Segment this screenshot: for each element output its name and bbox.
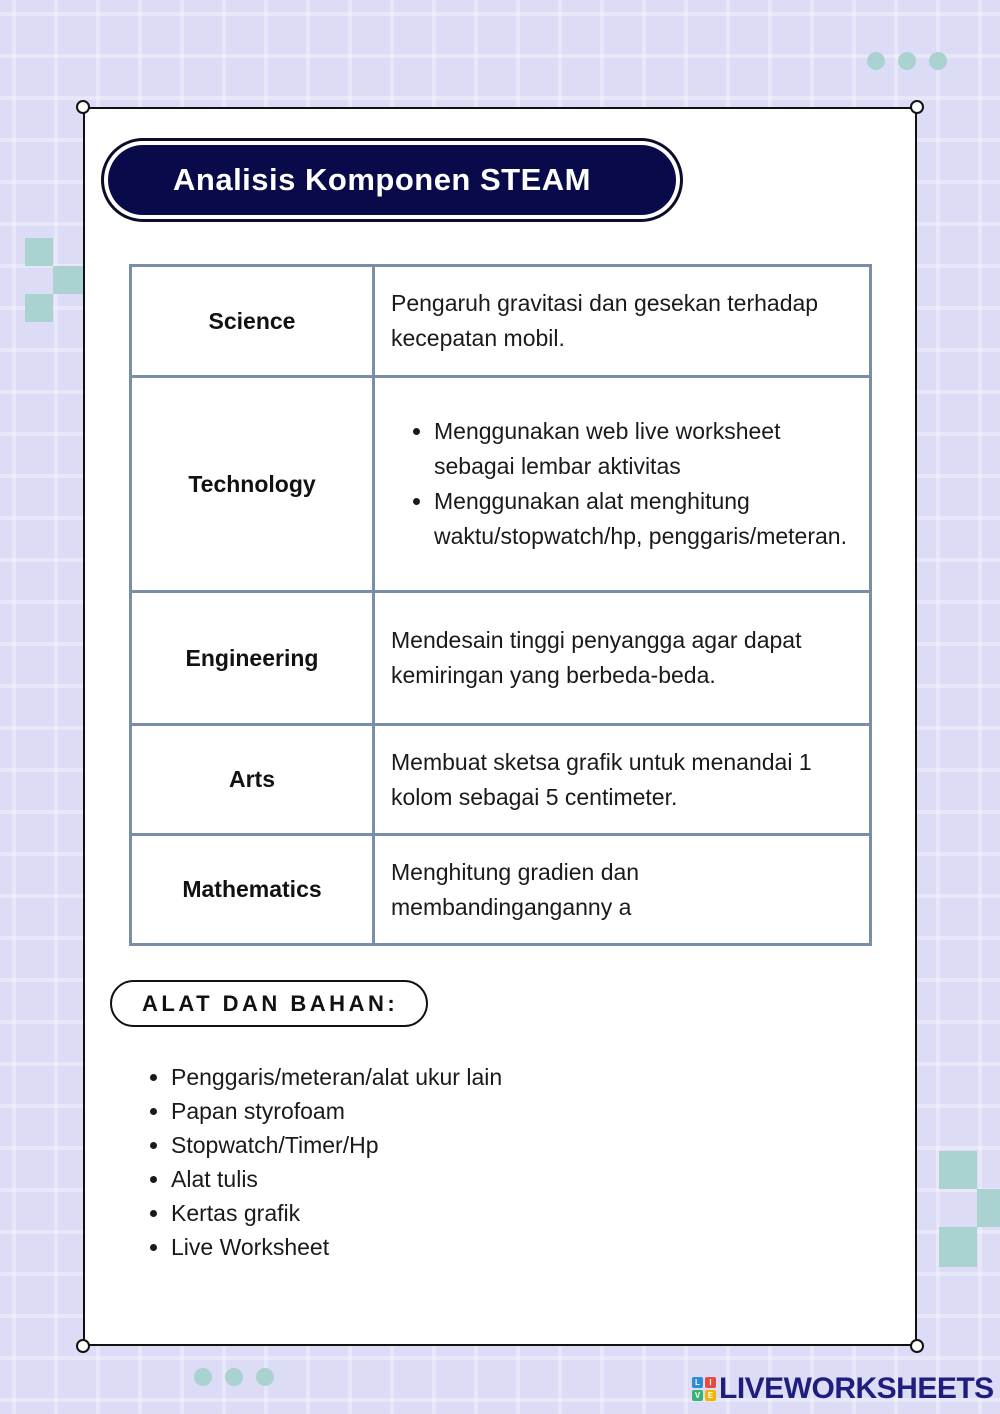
tools-list — [130, 1060, 502, 1264]
row-description: Pengaruh gravitasi dan gesekan terhadap kecepatan mobil. — [374, 266, 871, 377]
card-corner-dot — [910, 1339, 924, 1353]
row-label: Technology — [131, 377, 374, 592]
logo-letter: V — [692, 1390, 703, 1401]
card-corner-dot — [910, 100, 924, 114]
logo-letter: I — [705, 1377, 716, 1388]
card-corner-dot — [76, 1339, 90, 1353]
row-label: Engineering — [131, 592, 374, 725]
decorative-dots-top — [867, 52, 947, 70]
list-item: • Penggaris/meteran/alat ukur lain — [171, 1060, 502, 1094]
decorative-square — [939, 1151, 977, 1189]
table-row-technology — [131, 377, 871, 592]
technology-bullet-list — [391, 414, 855, 554]
table-row-mathematics — [131, 835, 871, 945]
decorative-square — [25, 294, 53, 322]
row-label: Science — [131, 266, 374, 377]
liveworksheets-logo-icon — [692, 1377, 716, 1401]
tools-heading: ALAT DAN BAHAN: — [110, 980, 428, 1027]
row-label: Arts — [131, 725, 374, 835]
list-item: • Stopwatch/Timer/Hp — [171, 1128, 502, 1162]
steam-analysis-table — [129, 264, 872, 946]
list-item: • Live Worksheet — [171, 1230, 502, 1264]
card-corner-dot — [76, 100, 90, 114]
table-row-arts — [131, 725, 871, 835]
row-description: Menghitung gradien dan membandinganganny a — [374, 835, 871, 945]
list-item: • Alat tulis — [171, 1162, 502, 1196]
decorative-square — [939, 1227, 977, 1267]
row-description: Membuat sketsa grafik untuk menandai 1 kolom sebagai 5 centimeter. — [374, 725, 871, 835]
table-row-science — [131, 266, 871, 377]
row-label: Mathematics — [131, 835, 374, 945]
logo-letter: L — [692, 1377, 703, 1388]
decorative-square — [977, 1189, 1000, 1227]
list-item: • Papan styrofoam — [171, 1094, 502, 1128]
decorative-square — [53, 266, 83, 294]
decorative-square — [25, 238, 53, 266]
decorative-dots-bottom — [194, 1368, 274, 1386]
row-description: Mendesain tinggi penyangga agar dapat kemiringan yang berbeda-beda. — [374, 592, 871, 725]
logo-letter: E — [705, 1390, 716, 1401]
table-row-engineering — [131, 592, 871, 725]
list-item: • Menggunakan web live worksheet sebagai lembar aktivitas — [434, 414, 855, 484]
row-description — [374, 377, 871, 592]
liveworksheets-watermark — [692, 1372, 994, 1406]
title-banner — [101, 138, 683, 222]
page-title: Analisis Komponen STEAM — [108, 145, 676, 215]
list-item: • Kertas grafik — [171, 1196, 502, 1230]
list-item: • Menggunakan alat menghitung waktu/stopwatch/hp, penggaris/meteran. — [434, 484, 855, 554]
watermark-text: LIVEWORKSHEETS — [719, 1372, 994, 1405]
